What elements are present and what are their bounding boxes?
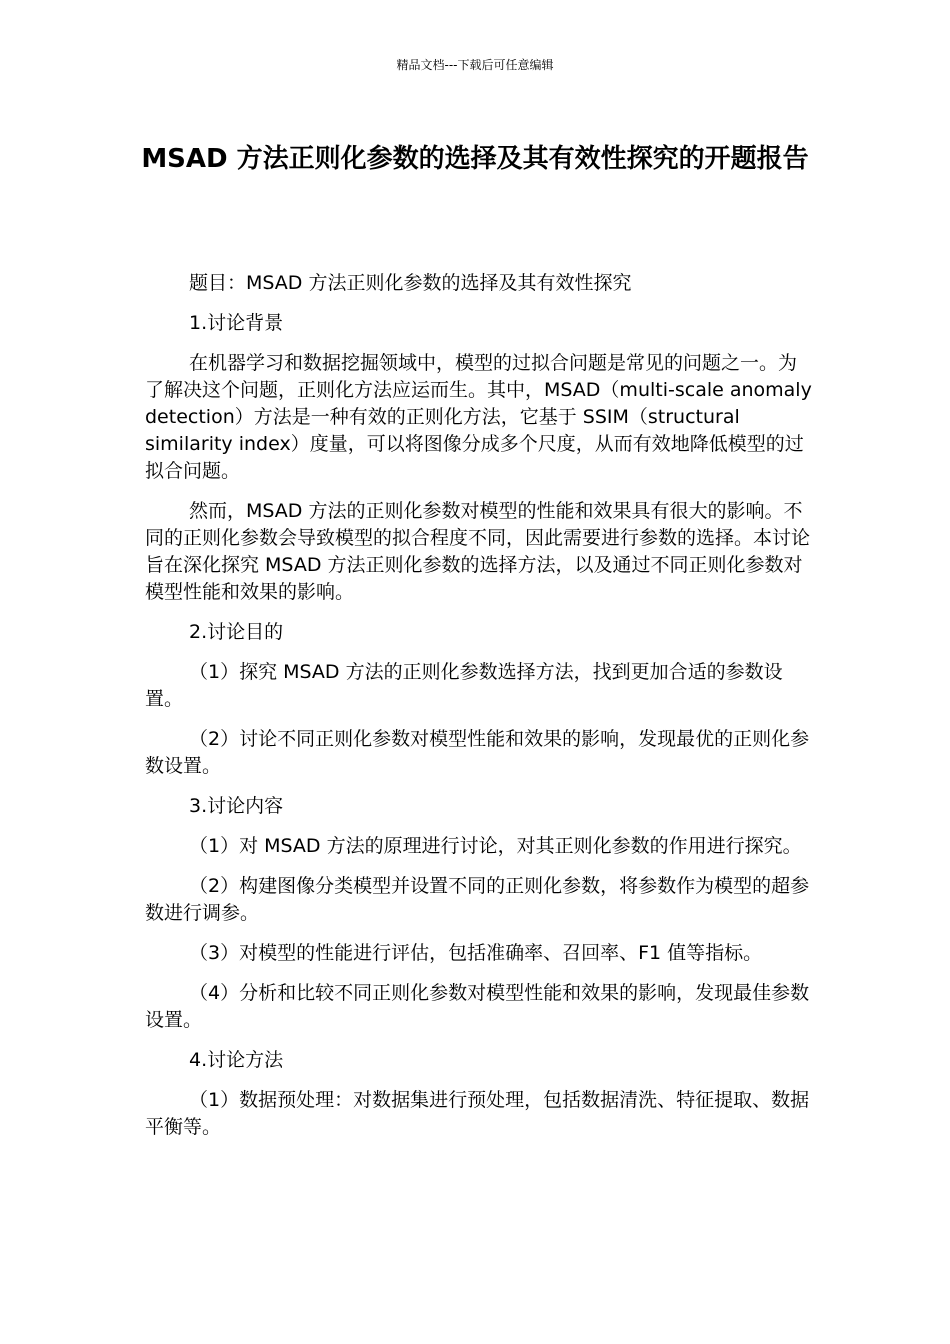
- purpose-item-2: （2）讨论不同正则化参数对模型性能和效果的影响，发现最优的正则化参数设置。: [145, 728, 810, 777]
- background-paragraph-1: 在机器学习和数据挖掘领域中，模型的过拟合问题是常见的问题之一。为了解决这个问题，正则化方法应运而生。其中，MSAD（multi-scale anomaly detection）方法是一种有效的正则化方法，它基于 SSIM（structural similarity index）度量，可以将图像分成多个尺度，从而有效地降低模型的过拟合问题。: [145, 352, 812, 482]
- content-item-3: （3）对模型的性能进行评估，包括准确率、召回率、F1 值等指标。: [189, 942, 763, 964]
- document-body: [145, 270, 813, 1154]
- topic-line: 题目：MSAD 方法正则化参数的选择及其有效性探究: [189, 272, 632, 294]
- page-header-note: 精品文档---下载后可任意编辑: [396, 58, 554, 72]
- section-heading-purpose: 2.讨论目的: [189, 621, 284, 643]
- content-item-4: （4）分析和比较不同正则化参数对模型性能和效果的影响，发现最佳参数设置。: [145, 982, 810, 1031]
- document-title: MSAD 方法正则化参数的选择及其有效性探究的开题报告: [141, 144, 809, 174]
- purpose-item-1: （1）探究 MSAD 方法的正则化参数选择方法，找到更加合适的参数设置。: [145, 661, 783, 710]
- method-item-1: （1）数据预处理：对数据集进行预处理，包括数据清洗、特征提取、数据平衡等。: [145, 1089, 810, 1138]
- content-item-1: （1）对 MSAD 方法的原理进行讨论，对其正则化参数的作用进行探究。: [189, 835, 802, 857]
- content-item-2: （2）构建图像分类模型并设置不同的正则化参数，将参数作为模型的超参数进行调参。: [145, 875, 810, 924]
- section-heading-method: 4.讨论方法: [189, 1049, 284, 1071]
- section-heading-background: 1.讨论背景: [189, 312, 284, 334]
- background-paragraph-2: 然而，MSAD 方法的正则化参数对模型的性能和效果具有很大的影响。不同的正则化参数会导致模型的拟合程度不同，因此需要进行参数的选择。本讨论旨在深化探究 MSAD 方法正则化参数的选择方法，以及通过不同正则化参数对模型性能和效果的影响。: [145, 500, 811, 603]
- section-heading-content: 3.讨论内容: [189, 795, 284, 817]
